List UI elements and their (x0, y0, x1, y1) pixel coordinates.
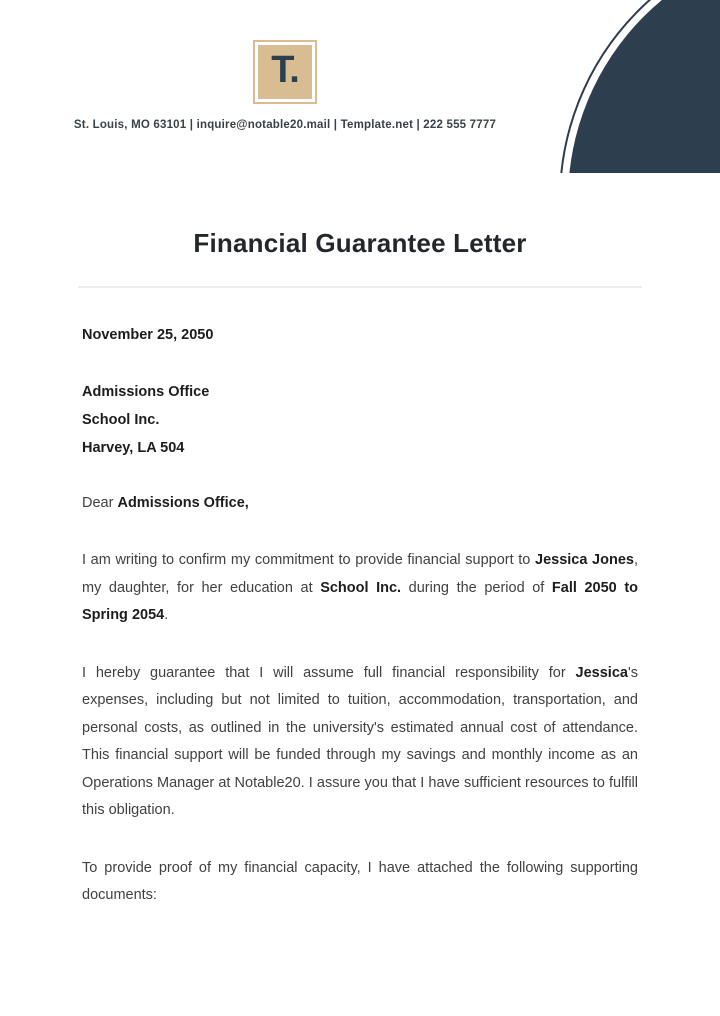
recipient-location: Harvey, LA 504 (82, 439, 185, 456)
logo-letter: T. (271, 49, 299, 91)
letter-paragraph: I hereby guarantee that I will assume full financial responsibility for Jessica's expenses, including but not limited to tuition, accommodation, transportation, and personal costs, as outlined in the university's estimated annual cost of attendance. This financial support will be funded through my savings and monthly income as an Operations Manager at Notable20. I assure you that I have sufficient resources to fulfill this obligation. (82, 664, 638, 818)
recipient-address-block (82, 378, 638, 462)
recipient-name: Admissions Office (82, 383, 210, 400)
document-title: Financial Guarantee Letter (193, 228, 527, 258)
salutation: Dear Admissions Office, (82, 494, 249, 511)
contact-info-line: St. Louis, MO 63101 | inquire@notable20.mail | Template.net | 222 555 7777 (73, 119, 497, 131)
letterhead (0, 0, 720, 131)
company-logo (255, 42, 315, 102)
letter-body (0, 288, 720, 910)
letter-date: November 25, 2050 (82, 327, 214, 343)
recipient-organization: School Inc. (82, 411, 160, 428)
letter-paragraph: I am writing to confirm my commitment to provide financial support to Jessica Jones, my daughter, for her education at School Inc. during the period of Fall 2050 to Spring 2054. (82, 552, 639, 623)
letter-paragraph: To provide proof of my financial capacity, I have attached the following supporting documents: (82, 859, 638, 903)
